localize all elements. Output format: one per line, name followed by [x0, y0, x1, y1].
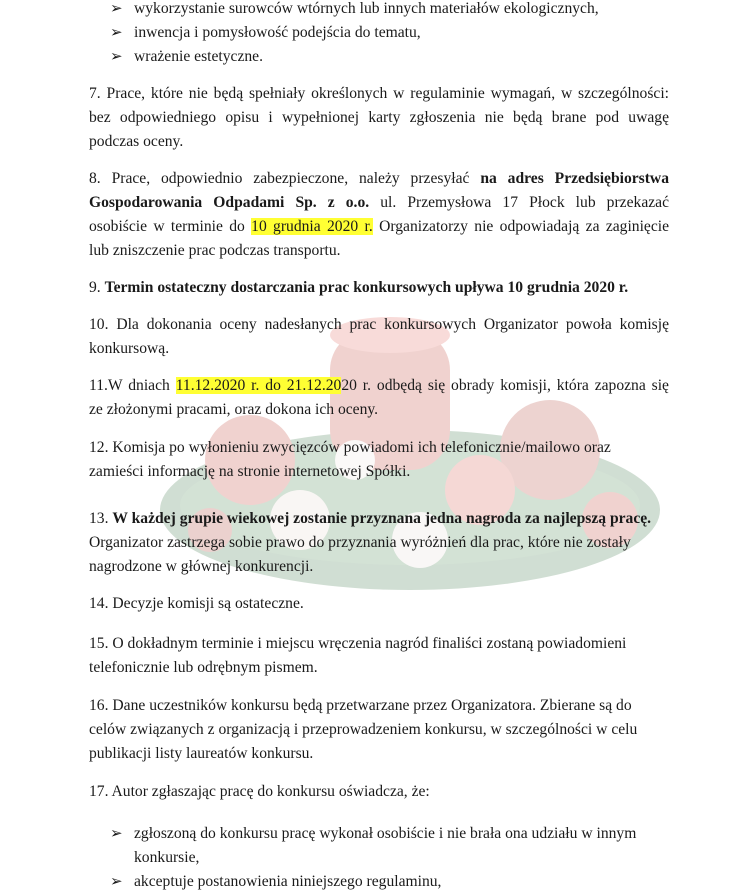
- bullet-arrow-icon: ➢: [110, 49, 123, 65]
- bullet-item: zgłoszoną do konkursu pracę wykonał osobiście i nie brała ona udziału w innym: [134, 825, 637, 842]
- bullet-item-continued: konkursie,: [134, 849, 200, 866]
- paragraph-8-line: Gospodarowania Odpadami Sp. z o.o. ul. Przemysłowa 17 Płock lub przekazać: [89, 194, 669, 211]
- paragraph-12-line: 12. Komisja po wyłonieniu zwycięzców powiadomi ich telefonicznie/mailowo oraz: [89, 439, 611, 456]
- paragraph-8-line: osobiście w terminie do 10 grudnia 2020 r. Organizatorzy nie odpowiadają za zaginięcie: [89, 218, 670, 235]
- paragraph-16-line: celów związanych z organizacją i przeprowadzeniem konkursu, w szczególności w celu: [89, 721, 638, 738]
- paragraph-16-line: publikacji listy laureatów konkursu.: [89, 745, 314, 762]
- company-bold: Gospodarowania Odpadami Sp. z o.o.: [89, 194, 370, 211]
- paragraph-7-line: bez odpowiedniego opisu i wypełnionej karty zgłoszenia nie będą brane pod uwagę: [89, 109, 669, 126]
- bullet-item: akceptuje postanowienia niniejszego regulaminu,: [134, 873, 442, 890]
- paragraph-13-line: nagrodzone w głównej konkurencji.: [89, 558, 314, 575]
- paragraph-10-line: konkursową.: [89, 340, 170, 357]
- bullet-arrow-icon: ➢: [110, 25, 123, 41]
- paragraph-16-line: 16. Dane uczestników konkursu będą przetwarzane przez Organizatora. Zbierane są do: [89, 697, 632, 714]
- paragraph-14: 14. Decyzje komisji są ostateczne.: [89, 595, 304, 612]
- address-bold: na adres Przedsiębiorstwa: [480, 170, 669, 187]
- bullet-item: wrażenie estetyczne.: [134, 48, 263, 65]
- paragraph-11-line: ze złożonymi pracami, oraz dokona ich oceny.: [89, 401, 379, 418]
- paragraph-7-line: 7. Prace, które nie będą spełniały określonych w regulaminie wymagań, w szczególności:: [89, 85, 669, 102]
- paragraph-17: 17. Autor zgłaszając pracę do konkursu oświadcza, że:: [89, 783, 430, 800]
- bullet-item: inwencja i pomysłowość podejścia do tematu,: [134, 24, 421, 41]
- paragraph-7-line: podczas oceny.: [89, 133, 184, 150]
- dates-highlight: 11.12.2020 r. do 21.12.20: [175, 377, 342, 394]
- bullet-arrow-icon: ➢: [110, 1, 123, 17]
- bullet-arrow-icon: ➢: [110, 874, 123, 890]
- paragraph-15-line: 15. O dokładnym terminie i miejscu wręczenia nagród finaliści zostaną powiadomieni: [89, 635, 627, 652]
- bullet-arrow-icon: ➢: [110, 826, 123, 842]
- paragraph-8-line: lub zniszczenie prac podczas transportu.: [89, 242, 341, 259]
- paragraph-8-line: 8. Prace, odpowiednio zabezpieczone, należy przesyłać na adres Przedsiębiorstwa: [89, 170, 669, 187]
- paragraph-9: 9. Termin ostateczny dostarczania prac konkursowych upływa 10 grudnia 2020 r.: [89, 279, 629, 296]
- paragraph-12-line: zamieści informację na stronie internetowej Spółki.: [89, 463, 411, 480]
- deadline-highlight: 10 grudnia 2020 r.: [251, 218, 373, 235]
- paragraph-13-line: Organizator zastrzega sobie prawo do przyznania wyróżnień dla prac, które nie zostały: [89, 534, 631, 551]
- bullet-item: wykorzystanie surowców wtórnych lub innych materiałów ekologicznych,: [134, 0, 599, 17]
- paragraph-10-line: 10. Dla dokonania oceny nadesłanych prac konkursowych Organizator powoła komisję: [89, 316, 669, 333]
- paragraph-11-line: 11.W dniach 11.12.2020 r. do 21.12.2020 r. odbędą się obrady komisji, która zapozna się: [89, 377, 669, 394]
- paragraph-15-line: telefonicznie lub odrębnym pismem.: [89, 659, 318, 676]
- paragraph-13-line: 13. W każdej grupie wiekowej zostanie przyznana jedna nagroda za najlepszą pracę.: [89, 510, 652, 527]
